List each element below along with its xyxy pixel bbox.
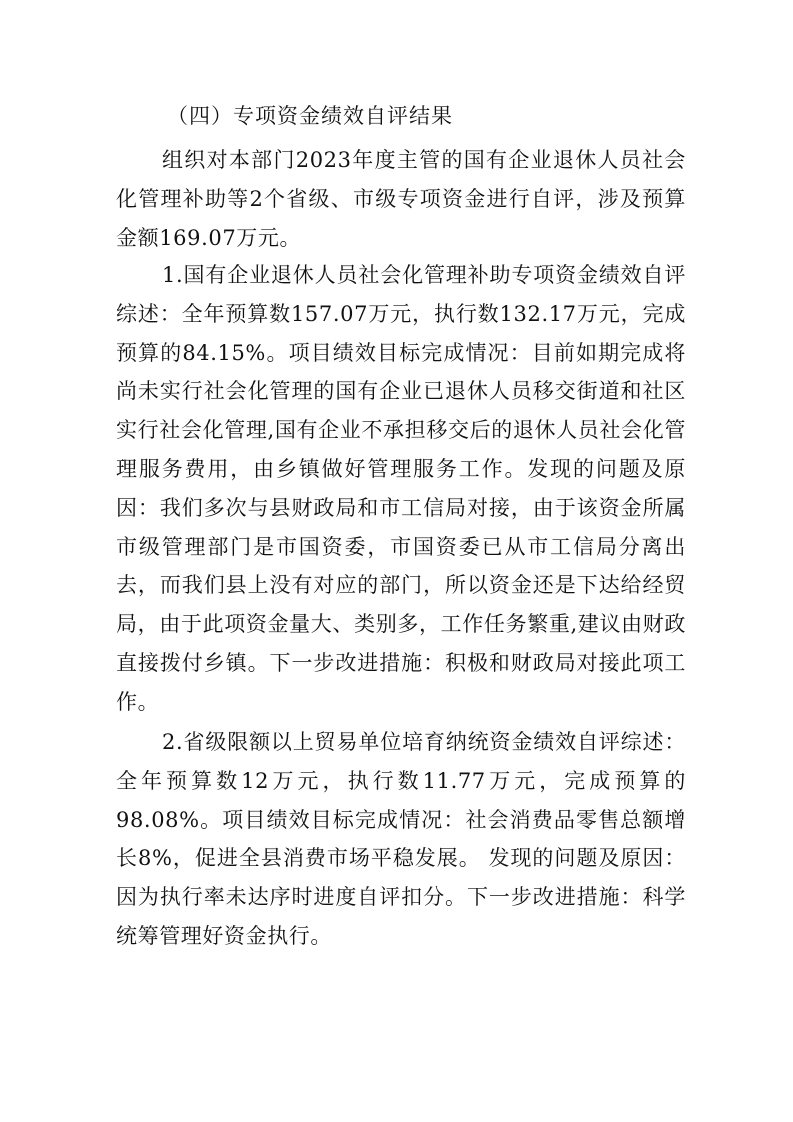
paragraph-intro: 组织对本部门2023年度主管的国有企业退休人员社会化管理补助等2个省级、市级专项资金进行自评，涉及预算金额169.07万元。 — [116, 148, 686, 250]
section-heading: （四）专项资金绩效自评结果 — [167, 104, 453, 128]
paragraph-item-2: 2.省级限额以上贸易单位培育纳统资金绩效自评综述：全年预算数12万元，执行数11.77万元，完成预算的98.08%。项目绩效目标完成情况：社会消费品零售总额增长8%，促进全县消费市场平稳发展。 发现的问题及原因：因为执行率未达序时进度自评扣分。下一步改进措施：科学统筹管理好资金执行。 — [116, 730, 686, 948]
paragraph-item-1: 1.国有企业退休人员社会化管理补助专项资金绩效自评综述：全年预算数157.07万元，执行数132.17万元，完成预算的84.15%。项目绩效目标完成情况：目前如期完成将尚未实行社会化管理的国有企业已退休人员移交街道和社区实行社会化管理,国有企业不承担移交后的退休人员社会化管理服务费用，由乡镇做好管理服务工作。发现的问题及原因：我们多次与县财政局和市工信局对接，由于该资金所属市级管理部门是市国资委，市国资委已从市工信局分离出去，而我们县上没有对应的部门，所以资金还是下达给经贸局，由于此项资金量大、类别多，工作任务繁重,建议由财政直接拨付乡镇。下一步改进措施：积极和财政局对接此项工作。 — [116, 263, 686, 714]
